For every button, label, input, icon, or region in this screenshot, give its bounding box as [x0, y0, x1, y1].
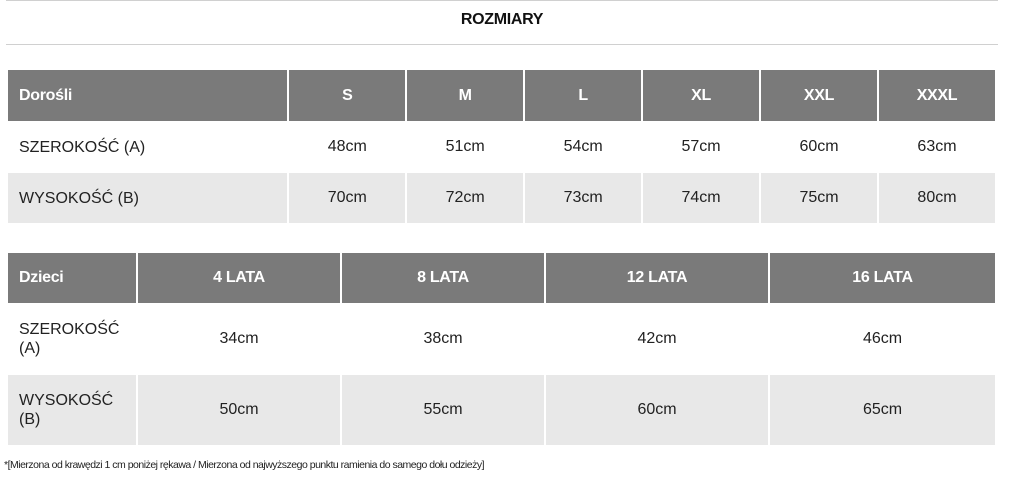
table-cell: 51cm: [445, 138, 485, 155]
adults-size-table: [6, 70, 997, 223]
table-cell: 75cm: [761, 173, 877, 223]
table-row: [8, 173, 995, 223]
row-label: WYSOKOŚĆ (B): [8, 375, 136, 445]
table-cell: 60cm: [546, 375, 768, 445]
title-divider: [6, 44, 998, 45]
kids-header-label: Dzieci: [8, 253, 136, 303]
table-cell: 50cm: [138, 375, 340, 445]
row-label: SZEROKOŚĆ (A): [19, 321, 120, 357]
table-row: [8, 303, 995, 375]
table-row: [8, 121, 995, 173]
row-label: WYSOKOŚĆ (B): [8, 173, 287, 223]
table-cell: 48cm: [327, 138, 367, 155]
table-cell: 55cm: [342, 375, 544, 445]
table-cell: 63cm: [917, 138, 957, 155]
size-header-xxxl: XXXL: [879, 70, 995, 121]
size-header-xl: XL: [643, 70, 759, 121]
adults-header-label: Dorośli: [8, 70, 287, 121]
table-header-row: [8, 253, 995, 303]
table-header-row: [8, 70, 995, 121]
table-cell: 38cm: [423, 330, 463, 347]
size-header-xxl: XXL: [761, 70, 877, 121]
row-label: SZEROKOŚĆ (A): [19, 138, 146, 156]
size-header-m: M: [407, 70, 523, 121]
table-cell: 46cm: [862, 330, 903, 347]
table-cell: 60cm: [799, 138, 839, 155]
table-cell: 73cm: [525, 173, 641, 223]
age-header-4: 4 LATA: [138, 253, 340, 303]
size-header-s: S: [289, 70, 405, 121]
table-cell: 72cm: [407, 173, 523, 223]
kids-size-table: [6, 253, 997, 445]
table-cell: 74cm: [643, 173, 759, 223]
size-header-l: L: [525, 70, 641, 121]
table-cell: 65cm: [770, 375, 995, 445]
age-header-16: 16 LATA: [770, 253, 995, 303]
table-cell: 70cm: [289, 173, 405, 223]
top-divider: [6, 0, 998, 1]
table-cell: 57cm: [681, 138, 721, 155]
table-cell: 42cm: [637, 330, 677, 347]
table-row: [8, 375, 995, 445]
age-header-12: 12 LATA: [546, 253, 768, 303]
table-cell: 34cm: [219, 330, 259, 347]
age-header-8: 8 LATA: [342, 253, 544, 303]
table-cell: 80cm: [879, 173, 995, 223]
measurement-footnote: *[Mierzona od krawędzi 1 cm poniżej rękawa / Mierzona od najwyższego punktu ramienia do samego dołu odzieży]: [4, 459, 485, 471]
page-title: ROZMIARY: [460, 11, 544, 28]
table-cell: 54cm: [563, 138, 603, 155]
